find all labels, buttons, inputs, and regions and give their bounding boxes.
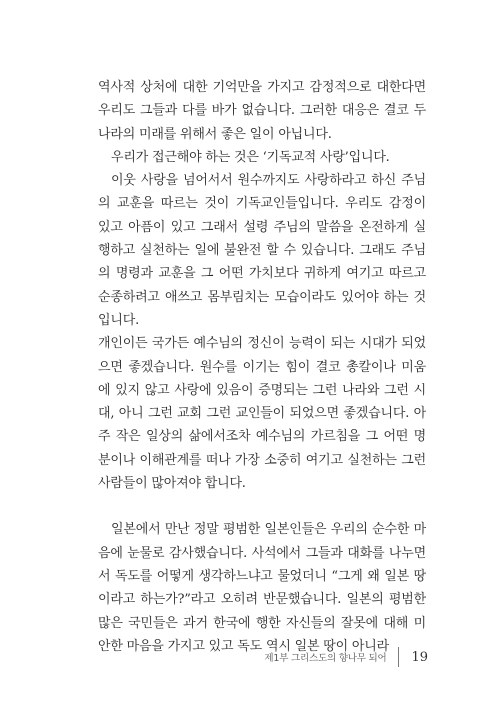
paragraph-3: 이웃 사랑을 넘어서서 원수까지도 사랑하라고 하신 주님의 교훈을 따르는 것이 기독교인들입니다. 우리도 감정이 있고 아픔이 있고 그래서 설령 주님의 말씀을 온전하게 실행하고 실천하는 일에 불완전 할 수 있습니다. 그래도 주님의 명령과 교훈을 그 어떤 가치보다 귀하게 여기고 따르고 순종하려고 애쓰고 몸부림치는 모습이라도 있어야 하는 것입니다. <box>98 173 426 328</box>
page-footer <box>264 645 428 669</box>
footer-divider <box>398 647 399 667</box>
paragraph-1: 역사적 상처에 대한 기억만을 가지고 감정적으로 대한다면 우리도 그들과 다를 바가 없습니다. 그러한 대응은 결코 두 나라의 미래를 위해서 좋은 일이 아닙니다. <box>98 80 426 142</box>
paragraph-2: 우리가 접근해야 하는 것은 ‘기독교적 사랑’입니다. <box>111 149 390 165</box>
body-text <box>98 76 426 658</box>
running-title: 제1부 그리스도의 향나무 되어 <box>264 653 387 664</box>
paragraph-5: 일본에서 만난 정말 평범한 일본인들은 우리의 순수한 마음에 눈물로 감사했습니다. 사석에서 그들과 대화를 나누면서 독도를 어떻게 생각하느냐고 물었더니 “그게 왜 일본 땅이라고 하는가?”라고 오히려 반문했습니다. 일본의 평범한 많은 국민들은 과거 한국에 행한 자신들의 잘못에 대해 미안한 마음을 가지고 있고 독도 역시 일본 땅이 아니라 <box>98 522 426 654</box>
page-number: 19 <box>411 649 428 665</box>
paragraph-4: 개인이든 국가든 예수님의 정신이 능력이 되는 시대가 되었으면 좋겠습니다. 원수를 이기는 힘이 결코 총칼이나 미움에 있지 않고 사랑에 있음이 증명되는 그런 나라와 그런 시대, 아니 그런 교회 그런 교인들이 되었으면 좋겠습니다. 아주 작은 일상의 삶에서조차 예수님의 가르침을 그 어떤 명분이나 이해관계를 떠나 가장 소중히 여기고 실천하는 그런 사람들이 많아져야 합니다. <box>98 336 426 492</box>
paragraph-spacer <box>98 495 426 518</box>
